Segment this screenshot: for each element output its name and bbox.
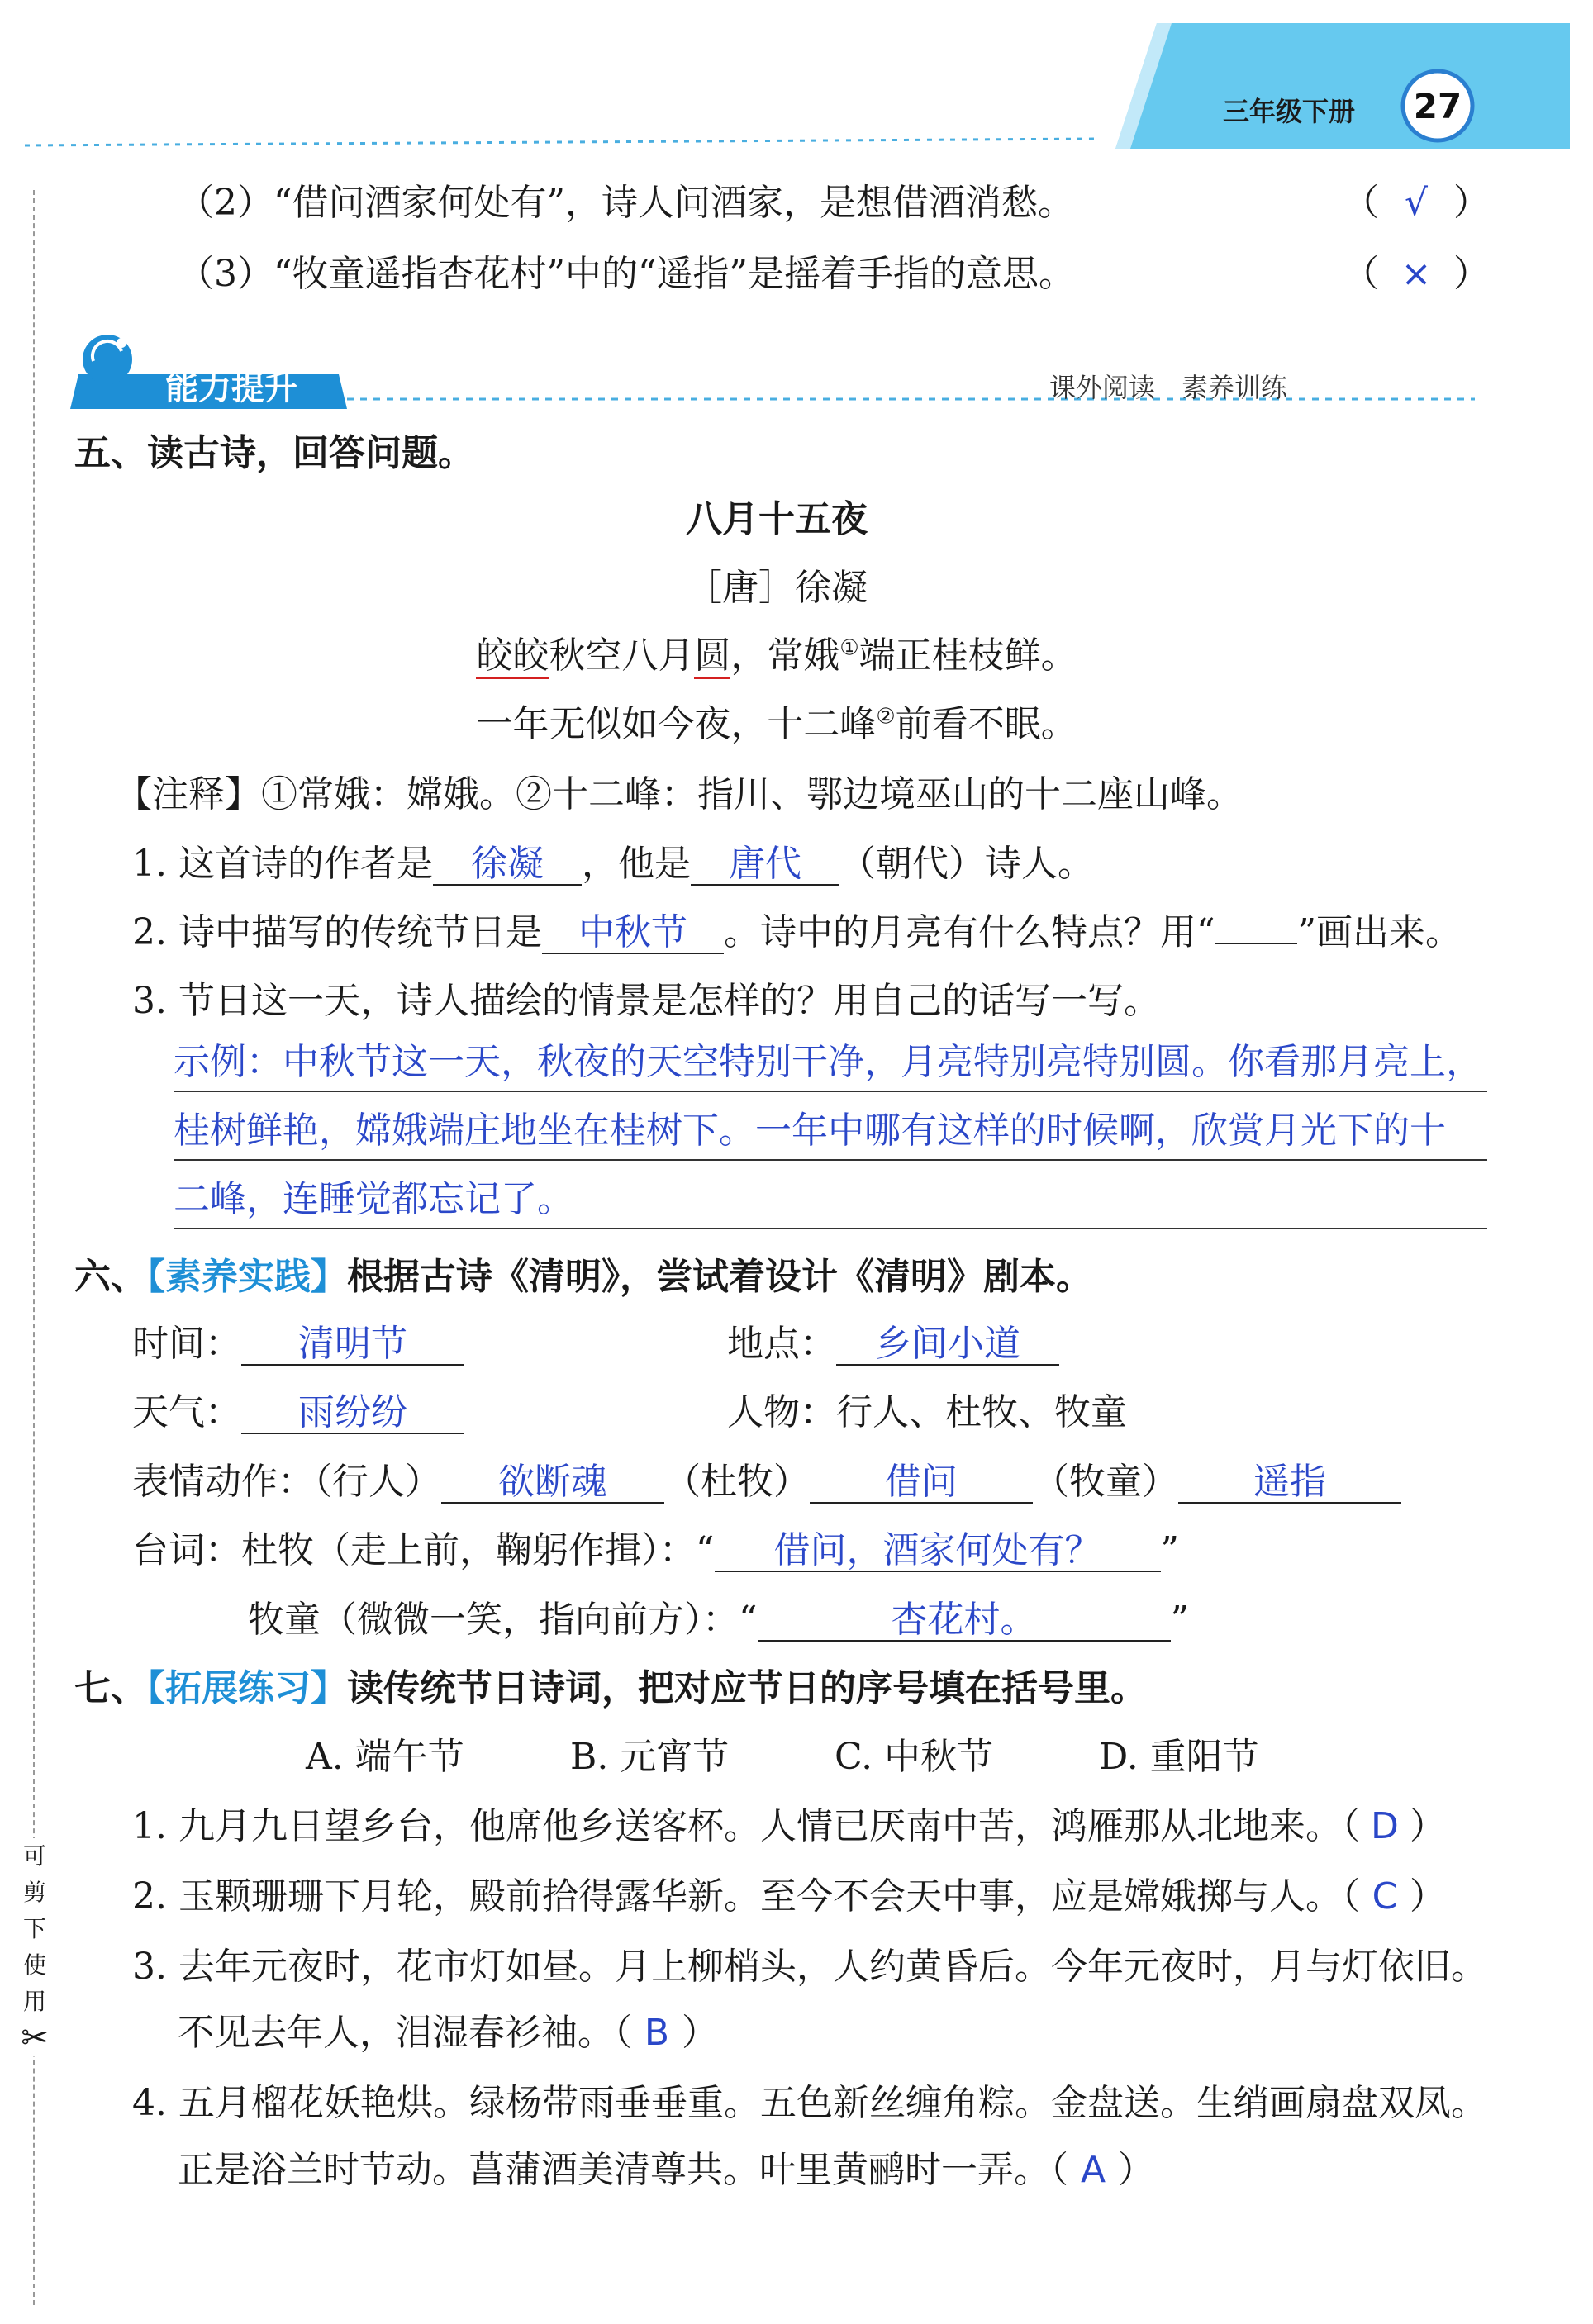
close-paren: ） (1118, 2149, 1154, 2191)
underline-sample (1215, 943, 1297, 944)
poem-title: 八月十五夜 (686, 498, 868, 540)
writing-line (174, 1091, 1487, 1092)
side-note (18, 1838, 51, 2056)
grade-label: 三年级下册 (1223, 96, 1356, 127)
poem-author: ［唐］徐凝 (686, 567, 868, 609)
option-c: C. 中秋节 (835, 1736, 994, 1778)
answer-lines-2: 杏花村。 (758, 1600, 1171, 1642)
field-lines-2 (248, 1600, 1189, 1642)
underline-yuan: 圆 (694, 634, 730, 679)
field-people: 人物：行人、杜牧、牧童 (727, 1391, 1127, 1433)
answer-dynasty: 唐代 (691, 844, 839, 886)
underline-jiaojiao: 皎皎 (476, 634, 549, 679)
q7-item-4-line-2 (178, 2151, 1154, 2190)
item-answer: B (644, 2012, 670, 2054)
page-number: 27 (1413, 86, 1462, 126)
field-lines-1 (132, 1531, 1179, 1572)
quote-close: ” (1170, 1599, 1189, 1641)
q7-item-1 (132, 1807, 1446, 1846)
q-text: 1. 这首诗的作者是 (132, 843, 433, 885)
writing-line (174, 1228, 1487, 1229)
field-time (132, 1324, 464, 1366)
answer-time: 清明节 (241, 1324, 464, 1366)
answer-line: 二峰，连睡觉都忘记了。 (174, 1178, 573, 1220)
close-paren: ） (682, 2012, 718, 2054)
answer-lines-1: 借问，酒家何处有？ (715, 1531, 1161, 1572)
answer-action-3: 遥指 (1178, 1462, 1401, 1504)
field-label: 台词：杜牧（走上前，鞠躬作揖）：“ (132, 1529, 715, 1571)
field-action (132, 1462, 1401, 1504)
close-paren: ） (1409, 1875, 1446, 1918)
item-text: 正是浴兰时节动。菖蒲酒美清尊共。叶里黄鹂时一弄。（ (178, 2149, 1068, 2191)
side-note-char: 下 (22, 1915, 46, 1942)
q5-sub-1 (132, 844, 1094, 886)
field-weather (132, 1393, 464, 1434)
side-note-char: 剪 (22, 1879, 46, 1906)
q-prefix: 六、 (74, 1256, 147, 1298)
q7-title (74, 1669, 1147, 1709)
answer-weather: 雨纷纷 (241, 1393, 464, 1434)
q-text: （朝代）诗人。 (839, 843, 1094, 885)
poem-text: 秋空八月 (549, 634, 695, 677)
item-text: 2. 玉颗珊珊下月轮，殿前拾得露华新。至今不会天中事，应是嫦娥掷与人。（ (132, 1875, 1360, 1918)
poem-text: 前看不眠。 (895, 703, 1077, 745)
judgement-answer: × (1400, 253, 1432, 295)
poem-line-2 (0, 705, 1553, 744)
close-paren: ） (1409, 1805, 1446, 1847)
option-a: A. 端午节 (306, 1736, 464, 1778)
q-text: 。诗中的月亮有什么特点？用“ (723, 911, 1215, 953)
quote-close: ” (1160, 1529, 1179, 1571)
q-text: ”画出来。 (1297, 911, 1462, 953)
item-answer: D (1371, 1805, 1399, 1847)
q-prefix: 七、 (74, 1667, 147, 1709)
answer-festival: 中秋节 (542, 913, 724, 954)
judgement-answer: √ (1404, 182, 1429, 224)
q5-sub-2 (132, 913, 1462, 954)
q5-title: 五、读古诗，回答问题。 (74, 432, 474, 474)
judgement-text: （2）“借问酒家何处有”，诗人问酒家，是想借酒消愁。 (178, 182, 1074, 224)
note-mark-1: ① (839, 635, 859, 661)
q7-item-3-line-1: 3. 去年元夜时，花市灯如昼。月上柳梢头，人约黄昏后。今年元夜时，月与灯依旧。 (132, 1946, 1487, 1988)
judgement-answer-box: （ × ） (1343, 253, 1490, 295)
q7-item-3-line-2 (178, 2013, 718, 2053)
scissors-icon: ✂ (21, 2019, 49, 2057)
poem-text: 端正桂枝鲜。 (858, 634, 1077, 677)
q-text: 读传统节日诗词，把对应节日的序号填在括号里。 (347, 1667, 1147, 1709)
item-answer: C (1372, 1875, 1398, 1918)
poem-line-1 (0, 636, 1553, 676)
answer-action-2: 借问 (810, 1462, 1033, 1504)
field-label: 表情动作：（行人） (132, 1461, 441, 1503)
field-label: 时间： (132, 1323, 241, 1365)
banner-title: 能力提升 (165, 369, 297, 407)
writing-line (174, 1159, 1487, 1161)
side-note-char: 用 (22, 1988, 46, 2015)
poem-text: ，常娥 (730, 634, 840, 677)
answer-author: 徐凝 (433, 844, 582, 886)
q-text: 根据古诗《清明》，尝试着设计《清明》剧本。 (347, 1256, 1092, 1298)
option-b: B. 元宵节 (570, 1736, 730, 1778)
field-label: 天气： (132, 1391, 241, 1433)
q-text: ，他是 (581, 843, 691, 885)
q-text: 2. 诗中描写的传统节日是 (132, 911, 542, 953)
item-answer: A (1080, 2149, 1106, 2191)
item-text: 1. 九月九日望乡台，他席他乡送客杯。人情已厌南中苦，鸿雁那从北地来。（ (132, 1805, 1360, 1847)
option-d: D. 重阳节 (1099, 1736, 1259, 1778)
judgement-text: （3）“牧童遥指杏花村”中的“遥指”是摇着手指的意思。 (178, 253, 1075, 295)
side-note-char: 使 (22, 1951, 46, 1979)
judgement-item-2 (178, 183, 1074, 223)
q7-tag: 【拓展练习】 (147, 1667, 347, 1709)
q6-tag: 【素养实践】 (147, 1256, 347, 1298)
field-label: （牧童） (1033, 1461, 1178, 1503)
answer-place: 乡间小道 (836, 1324, 1059, 1366)
answer-line: 桂树鲜艳，嫦娥端庄地坐在桂树下。一年中哪有这样的时候啊，欣赏月光下的十 (174, 1110, 1446, 1152)
q7-item-2 (132, 1877, 1446, 1917)
header-decoration (0, 0, 1593, 165)
field-label: 地点： (727, 1323, 836, 1365)
field-place (727, 1324, 1059, 1366)
note-mark-2: ② (876, 704, 896, 730)
q7-item-4-line-1: 4. 五月榴花妖艳烘。绿杨带雨垂垂重。五色新丝缠角粽。金盘送。生绡画扇盘双凤。 (132, 2082, 1487, 2124)
field-label: （杜牧） (664, 1461, 810, 1503)
poem-text: 一年无似如今夜，十二峰 (476, 703, 877, 745)
judgement-item-3 (178, 254, 1075, 294)
answer-line: 示例：中秋节这一天，秋夜的天空特别干净，月亮特别亮特别圆。你看那月亮上， (174, 1041, 1482, 1083)
q6-title (74, 1257, 1092, 1297)
poem-note: 【注释】①常娥：嫦娥。②十二峰：指川、鄂边境巫山的十二座山峰。 (116, 773, 1243, 815)
banner-subtitle: 课外阅读 素养训练 (1049, 372, 1288, 403)
judgement-answer-box: （ √ ） (1343, 182, 1490, 224)
field-label: 牧童（微微一笑，指向前方）：“ (248, 1599, 758, 1641)
side-note-char: 可 (22, 1842, 46, 1870)
item-text: 不见去年人，泪湿春衫袖。（ (178, 2012, 632, 2054)
answer-action-1: 欲断魂 (441, 1462, 664, 1504)
q5-sub-3: 3. 节日这一天，诗人描绘的情景是怎样的？用自己的话写一写。 (132, 980, 1160, 1022)
